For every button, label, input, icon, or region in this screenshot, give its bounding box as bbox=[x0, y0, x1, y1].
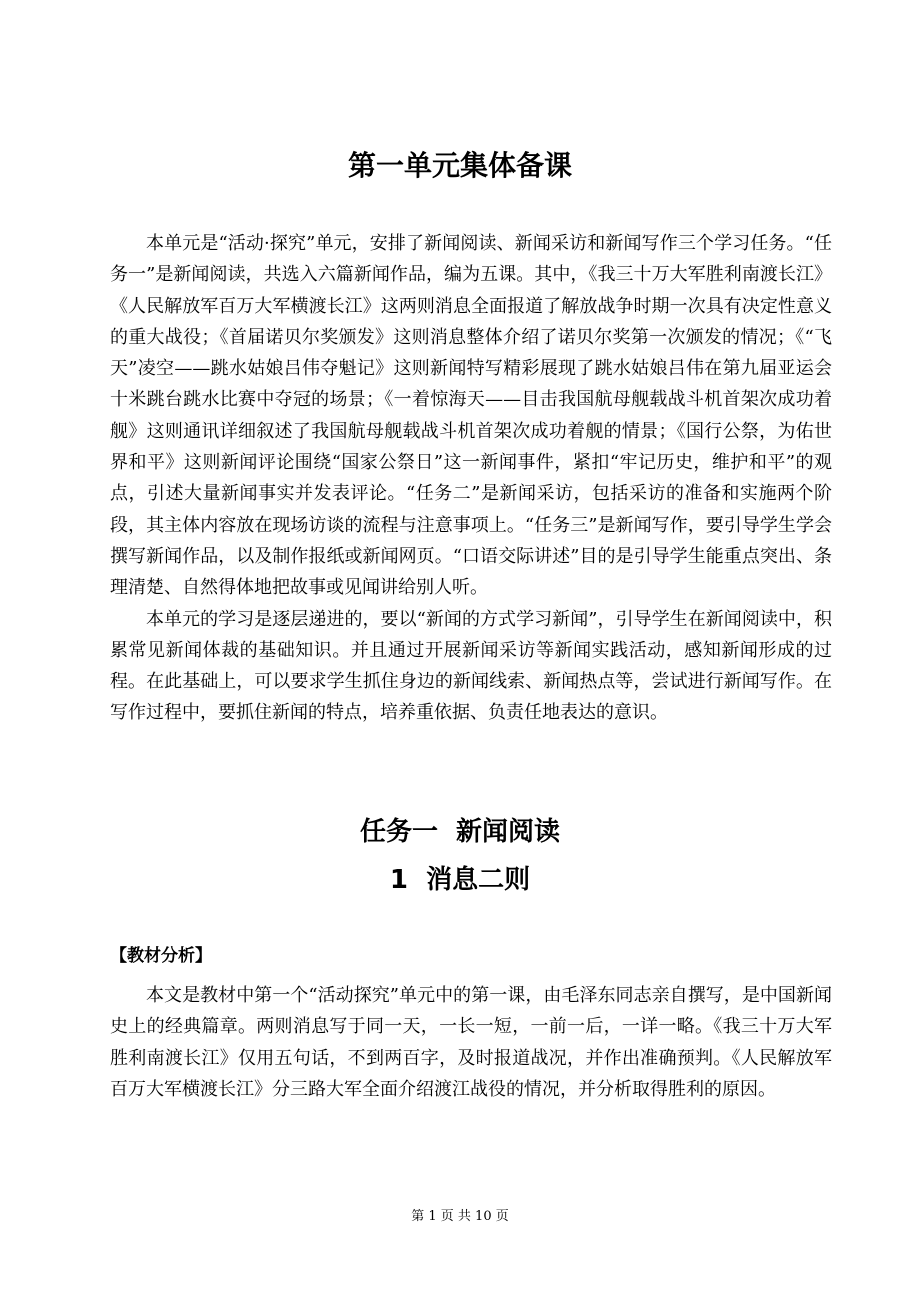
intro-section bbox=[110, 228, 832, 729]
page-footer: 第 1 页 共 10 页 bbox=[411, 1209, 509, 1224]
lesson-heading: 1 消息二则 bbox=[389, 865, 531, 895]
intro-paragraph-2: 本单元的学习是逐层递进的，要以“新闻的方式学习新闻”，引导学生在新闻阅读中，积累常见新闻体裁的基础知识。并且通过开展新闻采访等新闻实践活动，感知新闻形成的过程。在此基础上，可以要求学生抓住身边的新闻线索、新闻热点等，尝试进行新闻写作。在写作过程中，要抓住新闻的特点，培养重依据、负责任地表达的意识。 bbox=[110, 608, 832, 724]
task-heading: 任务一 新闻阅读 bbox=[359, 817, 561, 847]
analysis-paragraph-1: 本文是教材中第一个“活动探究”单元中的第一课，由毛泽东同志亲自撰写，是中国新闻史上的经典篇章。两则消息写于同一天，一长一短，一前一后，一详一略。《我三十万大军胜利南渡长江》仅用五句话，不到两百字，及时报道战况，并作出准确预判。《人民解放军百万大军横渡长江》分三路大军全面介绍渡江战役的情况，并分析取得胜利的原因。 bbox=[110, 985, 832, 1100]
intro-paragraph-1: 本单元是“活动·探究”单元，安排了新闻阅读、新闻采访和新闻写作三个学习任务。“任务一”是新闻阅读，共选入六篇新闻作品，编为五课。其中，《我三十万大军胜利南渡长江》《人民解放军百万大军横渡长江》这两则消息全面报道了解放战争时期一次具有决定性意义的重大战役；《首届诺贝尔奖颁发》这则消息整体介绍了诺贝尔奖第一次颁发的情况；《“飞天”凌空——跳水姑娘吕伟夺魁记》这则新闻特写精彩展现了跳水姑娘吕伟在第九届亚运会十米跳台跳水比赛中夺冠的场景；《一着惊海天——目击我国航母舰载战斗机首架次成功着舰》这则通讯详细叙述了我国航母舰载战斗机首架次成功着舰的情景；《国行公祭，为佑世界和平》这则新闻评论围绕“国家公祭日”这一新闻事件，紧扣“牢记历史，维护和平”的观点，引述大量新闻事实并发表评论。“任务二”是新闻采访，包括采访的准备和实施两个阶段，其主体内容放在现场访谈的流程与注意事项上。“任务三”是新闻写作，要引导学生学会撰写新闻作品，以及制作报纸或新闻网页。“口语交际讲述”目的是引导学生能重点突出、条理清楚、自然得体地把故事或见闻讲给别人听。 bbox=[110, 233, 832, 599]
section-label-textbook-analysis: 【教材分析】 bbox=[110, 946, 212, 966]
analysis-section bbox=[110, 980, 832, 1105]
page-title: 第一单元集体备课 bbox=[347, 149, 572, 182]
